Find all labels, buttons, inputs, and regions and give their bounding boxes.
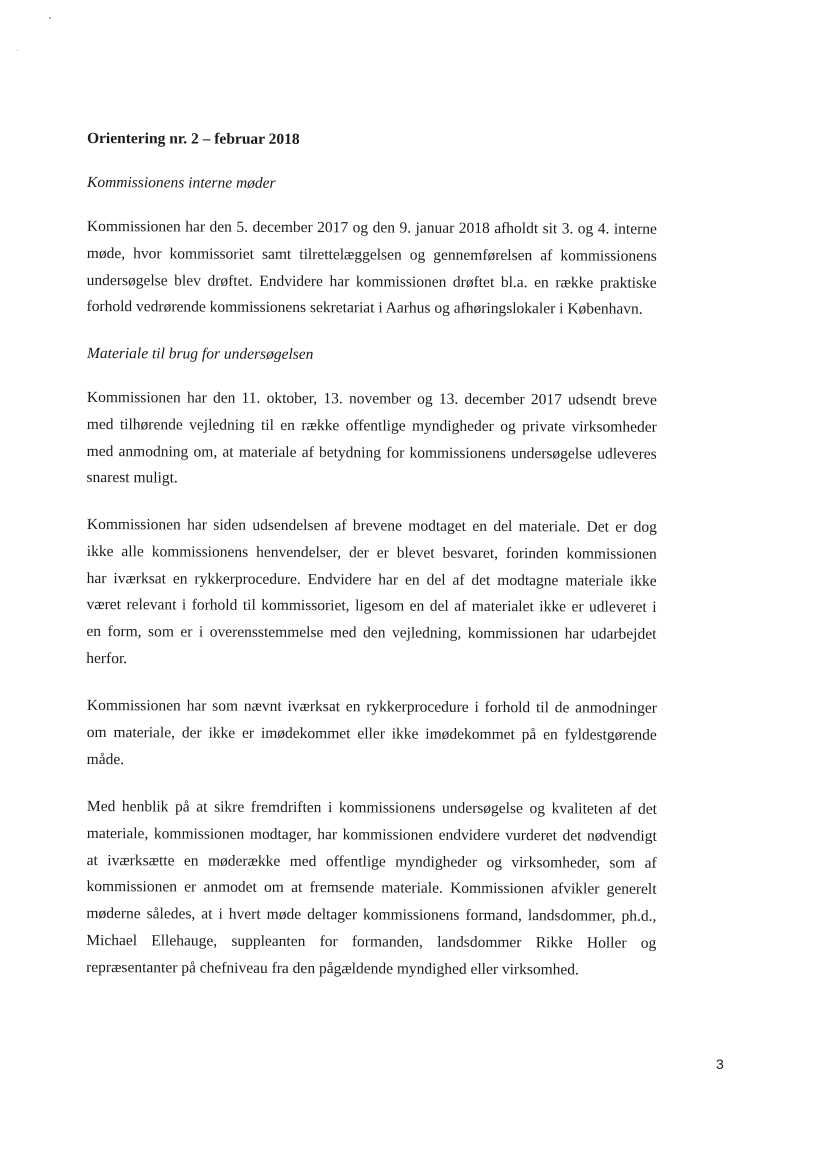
scan-speck — [17, 50, 18, 51]
text-line: Kommissionen har som nævnt iværksat en rykkerprocedure i forhold til de anmodninger — [86, 697, 657, 717]
text-line: kommissionen er anmodet om at fremsende materiale. Kommissionen afvikler generelt — [86, 877, 657, 898]
page-number: 3 — [716, 1056, 724, 1072]
paragraph — [87, 693, 657, 776]
section-heading: Kommissionens interne møder — [86, 174, 276, 192]
paragraph — [86, 512, 657, 676]
text-line: snarest muligt. — [86, 469, 178, 488]
text-line: materiale, kommissionen modtager, har kommissionen endvidere vurderet det nødvendigt — [86, 824, 657, 845]
text-line: repræsentanter på chefniveau fra den pågældende myndighed eller virksomhed. — [86, 958, 580, 978]
text-line: forhold vedrørende kommissionens sekretariat i Aarhus og afhøringslokaler i København. — [86, 298, 643, 319]
section-heading: Materiale til brug for undersøgelsen — [86, 345, 314, 364]
text-line: med tilhørende vejledning til en række offentlige myndigheder og private virksomheder — [86, 415, 657, 436]
document-body — [87, 126, 657, 1001]
scan-speck — [49, 17, 51, 19]
paragraph — [86, 794, 657, 984]
text-line: måde. — [86, 750, 125, 768]
text-line: om materiale, der ikke er imødekommet eller ikke imødekommet på en fyldestgørende — [86, 723, 657, 744]
text-line: at iværksætte en møderække med offentlige myndigheder og virksomheder, som af — [86, 851, 657, 871]
text-line: Kommissionen har den 11. oktober, 13. november og 13. december 2017 udsendt breve — [86, 389, 657, 409]
text-line: ikke alle kommissionens henvendelser, der er blevet besvaret, forinden kommissionen — [86, 543, 657, 563]
text-line: været relevant i forhold til kommissoriet, ligesom en del af materialet ikke er udleveret i — [86, 596, 657, 617]
text-line: undersøgelse blev drøftet. Endvidere har kommissionen drøftet bl.a. en række praktiske — [86, 271, 657, 292]
text-line: møde, hvor kommissoriet samt tilrettelæggelsen og gennemførelsen af kommissionens — [86, 244, 657, 265]
paragraph — [86, 214, 657, 324]
text-line: Kommissionen har siden udsendelsen af brevene modtaget en del materiale. Det er dog — [86, 516, 657, 537]
text-line: Med henblik på at sikre fremdriften i kommissionens undersøgelse og kvaliteten af det — [86, 797, 657, 818]
text-line: har iværksat en rykkerprocedure. Endvidere har en del af det modtagne materiale ikke — [86, 569, 657, 590]
text-line: møderne således, at i hvert møde deltager kommissionens formand, landsdommer, ph.d., — [86, 904, 657, 925]
text-line: Kommissionen har den 5. december 2017 og den 9. januar 2018 afholdt sit 3. og 4. interne — [86, 217, 657, 238]
text-line: med anmodning om, at materiale af betydning for kommissionens undersøgelse udleveres — [86, 442, 657, 463]
text-line: herfor. — [86, 650, 128, 668]
text-line: Michael Ellehauge, suppleanten for formanden, landsdommer Rikke Holler og — [86, 931, 657, 952]
paragraph — [86, 385, 657, 495]
text-line: en form, som er i overensstemmelse med den vejledning, kommissionen har udarbejdet — [86, 623, 657, 644]
document-title: Orientering nr. 2 – februar 2018 — [86, 130, 300, 148]
